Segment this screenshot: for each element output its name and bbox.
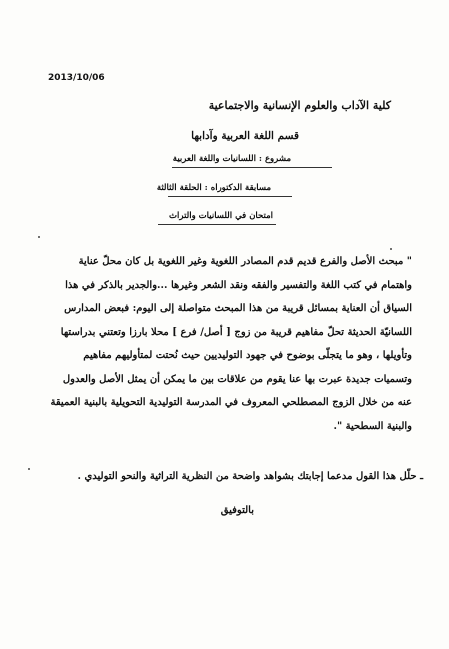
exam-question: ـ حلّل هذا القول مدعما إجابتك بشواهد واضحة من النظرية التراثية والنحو التوليدي . [77, 471, 423, 482]
closing-wish: بالتوفيق [220, 505, 254, 516]
exam-title: امتحان في اللسانيات والتراث [169, 211, 273, 221]
department-name: قسم اللغة العربية وآدابها [191, 130, 299, 142]
quotation-line: السياق أن العناية بمسائل قريبة من هذا المبحث متواصلة إلى اليوم: فبعض المدارس [64, 303, 412, 314]
faculty-name: كلية الآداب والعلوم الإنسانية والاجتماعية [208, 99, 391, 112]
quotation-line: عنه من خلال الزوج المصطلحي المعروف في المدرسة التوليدية التحويلية بالبنية العميقة [50, 397, 412, 408]
quotation-line: والبنية السطحية ". [333, 420, 412, 432]
exam-title-underline [158, 224, 276, 225]
project-name: مشروع : اللسانيات واللغة العربية [172, 154, 291, 164]
quotation-line: واهتمام في كتب اللغة والتفسير والفقه ونقد الشعر وغيرها ...والجدير بالذكر في هذا [65, 279, 412, 291]
project-underline [172, 167, 332, 168]
quotation-line: وتسميات جديدة عبرت بها عنا يقوم من علاقات بين ما يمكن أن يمثل الأصل والعدول [62, 373, 412, 385]
scan-speck [390, 248, 392, 250]
exam-quotation [40, 250, 412, 438]
document-date: 2013/10/06 [48, 73, 105, 83]
quotation-line: وتأويلها ، وهو ما يتجلّى بوضوح في جهود التوليديين حيث نُحتت لمتأوليهم مفاهيم [83, 350, 412, 361]
contest-underline [168, 196, 292, 197]
quotation-line: " مبحث الأصل والفرع قديم قدم المصادر اللغوية وغير اللغوية بل كان محلّ عناية [78, 256, 412, 267]
quotation-line: اللسانيّة الحديثة تحلّ مفاهيم قريبة من زوج [ أصل/ فرع ] محلا بارزا وتعتني بدراستها [60, 326, 412, 338]
scan-speck [38, 236, 40, 238]
contest-title: مسابقة الدكتوراه : الحلقة الثالثة [156, 183, 271, 193]
scan-speck [28, 468, 30, 470]
